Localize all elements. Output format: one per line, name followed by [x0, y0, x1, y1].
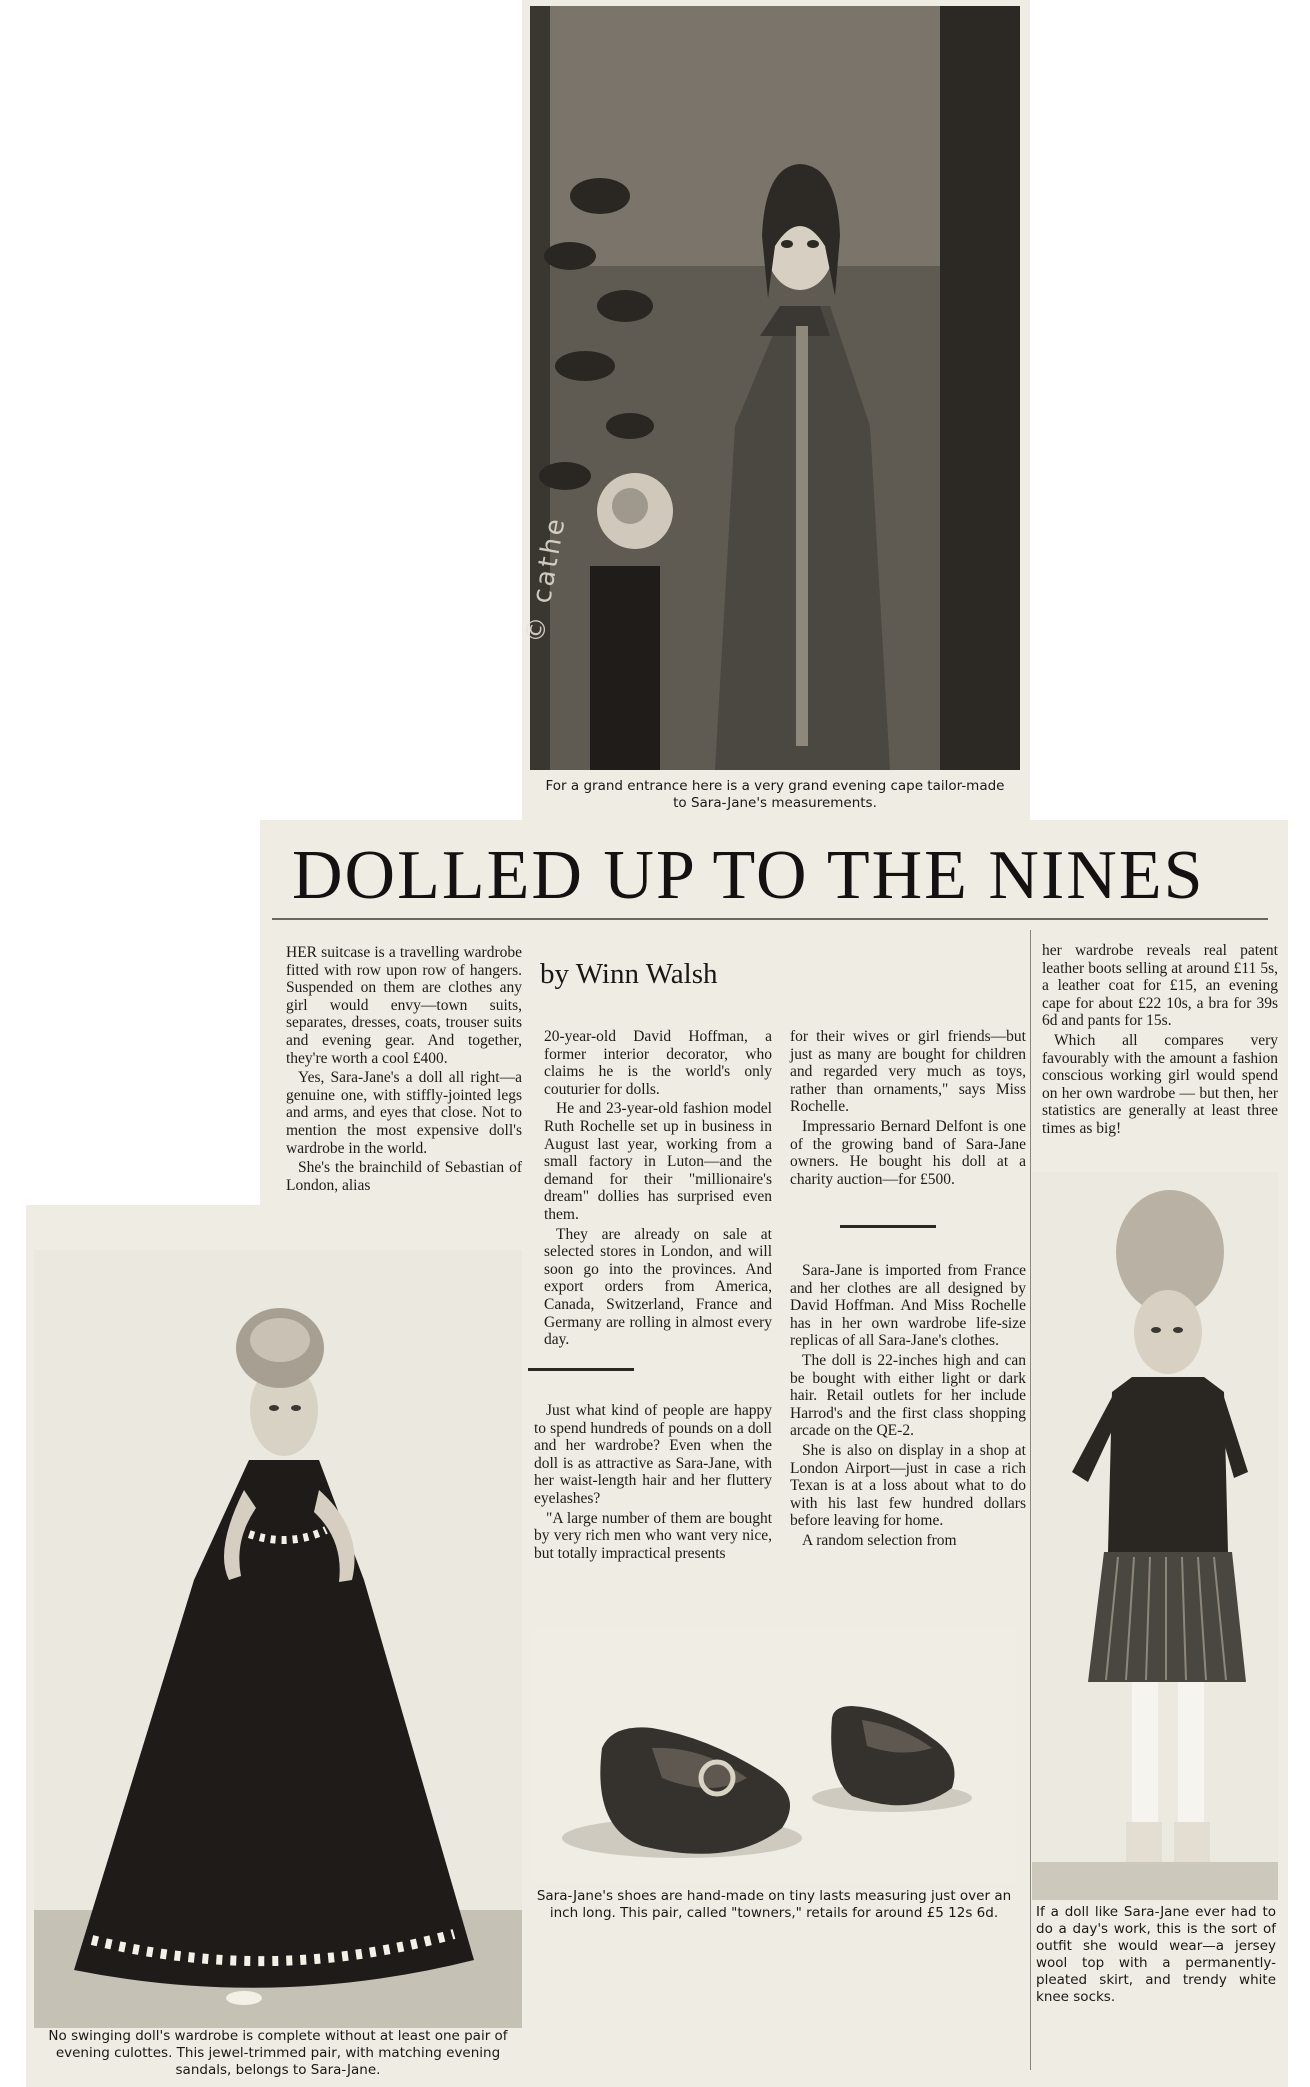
evening-cape-photo	[530, 6, 1020, 770]
skirt-caption: If a doll like Sara-Jane ever had to do a day's work, this is the sort of outfit she would wear—a jersey wool top with a permanently-pleated skirt, and trendy white knee socks.	[1036, 1904, 1276, 2005]
article-paragraph: her wardrobe reveals real patent leather boots selling at around £11 5s, a leather coat for £15, an evening cape for about £22 10s, a bra for 39s 6d and pants for 15s.	[1042, 942, 1278, 1030]
article-paragraph: for their wives or girl friends—but just as many are bought for children and regarded very much as toys, rather than ornaments," says Miss Rochelle.	[790, 1028, 1026, 1116]
culottes-caption: No swinging doll's wardrobe is complete without at least one pair of evening culottes. This jewel-trimmed pair, with matching evening sandals, belongs to Sara-Jane.	[48, 2028, 508, 2078]
article-paragraph: Which all compares very favourably with the amount a fashion conscious working girl would spend on her own wardrobe — but then, her statistics are generally at least three times as big!	[1042, 1031, 1278, 1137]
article-paragraph: A random selection from	[802, 1531, 957, 1549]
article-paragraph: Sara-Jane is imported from France and her clothes are all designed by David Hoffman. And Miss Rochelle has in her own wardrobe life-size replicas of all Sara-Jane's clothes.	[790, 1262, 1026, 1350]
section-rule-2	[840, 1225, 936, 1228]
article-paragraph: Just what kind of people are happy to spend hundreds of pounds on a doll and her wardrobe? Even when the doll is as attractive as Sara-Jane, with her waist-length hair and her fluttery eyelashes?	[534, 1402, 772, 1507]
shoes-photo	[532, 1628, 1016, 1882]
pleated-skirt-photo	[1032, 1172, 1278, 1900]
headline-rule	[272, 918, 1268, 920]
cape-caption: For a grand entrance here is a very grand evening cape tailor-made to Sara-Jane's measurements.	[545, 778, 1005, 811]
evening-cape-illustration	[530, 6, 1020, 770]
article-paragraph: She's the brainchild of Sebastian of London, alias	[286, 1159, 522, 1194]
article-column-2b	[534, 1402, 772, 1564]
evening-culottes-illustration	[34, 1250, 522, 2028]
article-paragraph: The doll is 22-inches high and can be bought with either light or dark hair. Retail outlets for her include Harrod's and the first class shopping arcade on the QE-2.	[790, 1351, 1026, 1440]
article-paragraph: He and 23-year-old fashion model Ruth Rochelle set up in business in August last year, working from a small factory in Luton—and the demand for their "millionaire's dream" dollies has surprised even them.	[544, 1100, 772, 1223]
article-column-1	[286, 944, 522, 1196]
byline: by Winn Walsh	[540, 958, 718, 990]
article-paragraph: Yes, Sara-Jane's a doll all right—a genuine one, with stiffly-jointed legs and arms, and eyes that close. Not to mention the most expensive doll's wardrobe in the world.	[286, 1069, 522, 1157]
article-paragraph: 20-year-old David Hoffman, a former interior decorator, who claims he is the world's only couturier for dolls.	[544, 1028, 772, 1098]
article-paragraph: HER suitcase is a travelling wardrobe fitted with row upon row of hangers. Suspended on them are clothes any girl would envy—town suits, separates, dresses, coats, trouser suits and evening gear. And together, they're worth a cool £400.	[286, 944, 522, 1067]
article-paragraph: They are already on sale at selected stores in London, and will soon go into the provinces. And export orders from America, Canada, Switzerland, France and Germany are rolling in almost every day.	[544, 1225, 772, 1349]
pleated-skirt-illustration	[1032, 1172, 1278, 1900]
article-paragraph: Impressario Bernard Delfont is one of the growing band of Sara-Jane owners. He bought his doll at a charity auction—for £500.	[790, 1117, 1026, 1188]
article-column-2	[544, 1028, 772, 1351]
shoes-caption: Sara-Jane's shoes are hand-made on tiny lasts measuring just over an inch long. This pair, called "towners," retails for around £5 12s 6d.	[536, 1888, 1012, 1921]
shoes-illustration	[532, 1628, 1016, 1882]
section-rule-1	[528, 1368, 634, 1371]
watermark: © cathe	[520, 513, 572, 646]
article-paragraph: "A large number of them are bought by very rich men who want very nice, but totally impractical presents	[534, 1509, 772, 1562]
article-paragraph: She is also on display in a shop at London Airport—just in case a rich Texan is at a loss about what to do with his last few hundred dollars before leaving for home.	[790, 1441, 1026, 1530]
evening-culottes-photo	[34, 1250, 522, 2028]
article-column-4	[1042, 942, 1278, 1140]
column-divider	[1030, 930, 1031, 2070]
article-column-3b	[790, 1262, 1026, 1552]
article-column-3	[790, 1028, 1026, 1190]
headline: DOLLED UP TO THE NINES	[292, 837, 1205, 914]
